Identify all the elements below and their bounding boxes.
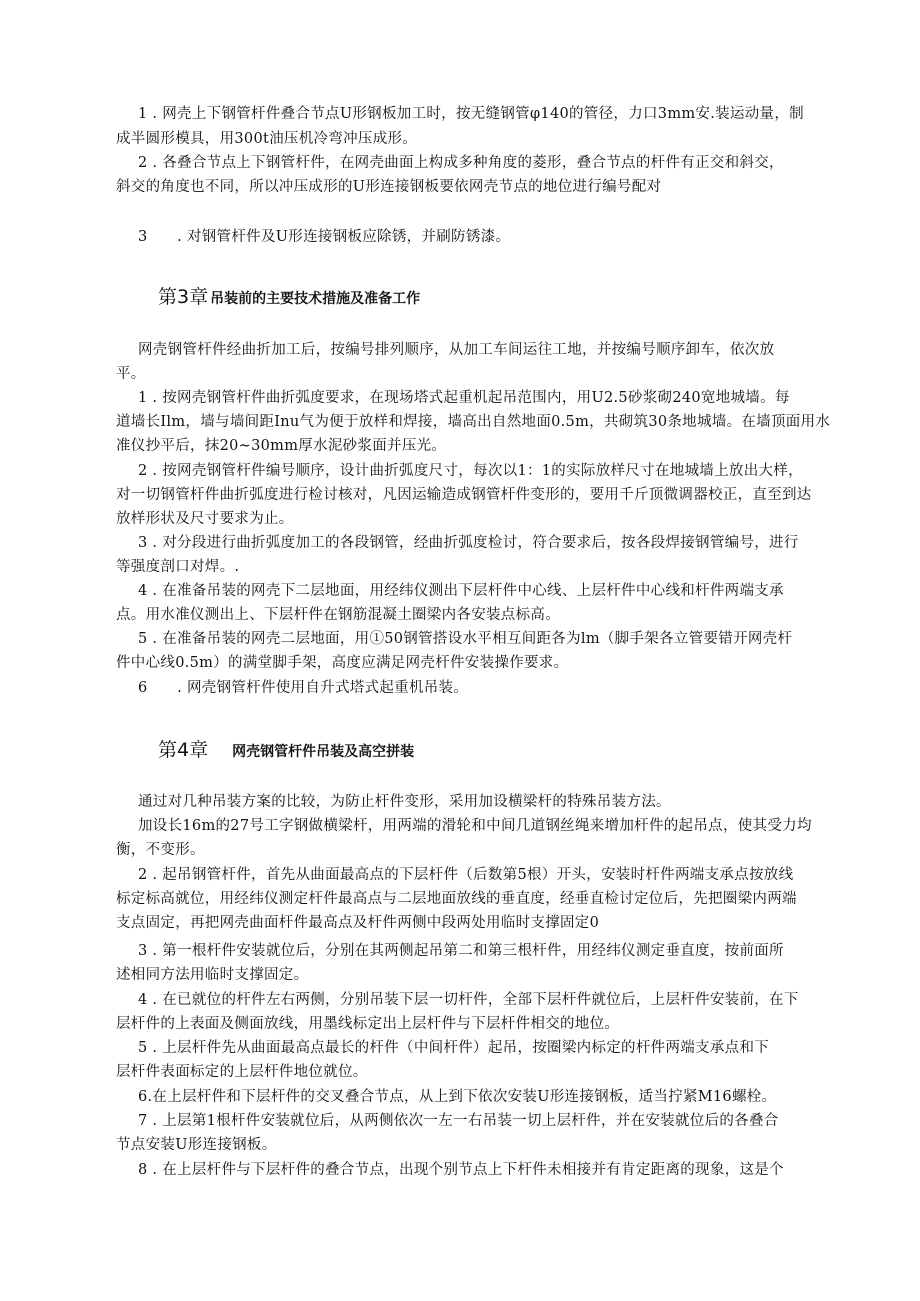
paragraph-line: 道墙长Ilm，墙与墙间距Inu气为便于放样和焊接，墙高出自然地面0.5m，共砌筑30条地城墙。在墙顶面用水 (116, 414, 831, 430)
paragraph-line: 2 . 起吊钢管杆件，首先从曲面最高点的下层杆件（后数第5根）开头，安装时杆件两端支承点按放线 (138, 867, 794, 883)
paragraph-line: 放样形状及尺寸要求为止。 (116, 511, 294, 527)
paragraph-line: 对一切钢管杆件曲折弧度进行检讨核对，凡因运输造成钢管杆件变形的，要用千斤顶微调器校正，直至到达 (116, 487, 812, 503)
paragraph-line: 衡，不变形。 (116, 842, 205, 858)
paragraph-line: 1 . 网壳上下钢管杆件叠合节点U形钢板加工时，按无缝钢管φ140的管径，力口3mm安.装运动量，制 (138, 106, 804, 122)
paragraph-line: 3 . 对分段进行曲折弧度加工的各段钢管，经曲折弧度检讨，符合要求后，按各段焊接钢管编号，进行 (138, 535, 799, 551)
paragraph-line: 通过对几种吊装方案的比较，为防止杆件变形，采用加设横梁杆的特殊吊装方法。 (138, 794, 671, 810)
paragraph-line: 2 . 按网壳钢管杆件编号顺序，设计曲折弧度尺寸，每次以1：1的实际放样尺寸在地城墙上放出大样， (138, 463, 803, 479)
paragraph-line: 网壳钢管杆件经曲折加工后，按编号排列顺序，从加工车间运往工地，并按编号顺序卸车，依次放 (138, 342, 775, 358)
chapter-3-heading (158, 282, 420, 309)
chapter-title: 网壳钢管杆件吊装及高空拼装 (232, 744, 415, 760)
chapter-4-heading (158, 735, 414, 762)
paragraph-line: 层杆件表面标定的上层杆件地位就位。 (116, 1064, 368, 1080)
paragraph-line: 成半圆形模具，用300t油压机冷弯冲压成形。 (116, 131, 418, 147)
paragraph-line: 加设长16m的27号工字钢做横梁杆，用两端的滑轮和中间几道钢丝绳来增加杆件的起吊点，使其受力均 (138, 818, 812, 834)
paragraph-line: 4 . 在已就位的杆件左右两侧，分别吊装下层一切杆件，全部下层杆件就位后，上层杆件安装前，在下 (138, 992, 799, 1008)
paragraph-line: 点。用水准仪测出上、下层杆件在钢筋混凝土圈梁内各安装点标高。 (116, 607, 560, 623)
paragraph-line: 7 . 上层第1根杆件安装就位后，从两侧依次一左一右吊装一切上层杆件，并在安装就位后的各叠合 (138, 1113, 779, 1129)
paragraph-line: 述相同方法用临时支撑固定。 (116, 967, 309, 983)
paragraph-line: 节点安装U形连接钢板。 (116, 1137, 277, 1153)
paragraph-line: 8 . 在上层杆件与下层杆件的叠合节点，出现个别节点上下杆件未相接并有肯定距离的现象，这是个 (138, 1162, 784, 1178)
paragraph-line: 6 . 网壳钢管杆件使用自升式塔式起重机吊装。 (138, 680, 469, 696)
chapter-number: 第3章 (158, 286, 209, 308)
paragraph-line: 斜交的角度也不同，所以冲压成形的U形连接钢板要依网壳节点的地位进行编号配对 (116, 179, 662, 195)
paragraph-line: 标定标高就位，用经纬仪测定杆件最高点与二层地面放线的垂直度，经垂直检讨定位后，先把圈梁内两端 (116, 891, 797, 907)
paragraph-line: 1 . 按网壳钢管杆件曲折弧度要求，在现场塔式起重机起吊范围内，用U2.5砂浆砌240宽地城墙。每 (138, 390, 790, 406)
paragraph-line: 4 . 在准备吊装的网壳下二层地面，用经纬仪测出下层杆件中心线、上层杆件中心线和杆件两端支承 (138, 583, 784, 599)
paragraph-line: 2 . 各叠合节点上下钢管杆件，在网壳曲面上构成多种角度的菱形，叠合节点的杆件有正交和斜交， (138, 155, 784, 171)
paragraph-line: 平。 (116, 366, 146, 382)
paragraph-line: 支点固定，再把网壳曲面杆件最高点及杆件两侧中段两处用临时支撑固定0 (116, 915, 600, 931)
paragraph-line: 准仪抄平后，抹20~30mm厚水泥砂浆面并压光。 (116, 438, 447, 454)
paragraph-line: 5 . 上层杆件先从曲面最高点最长的杆件（中间杆件）起吊，按圈梁内标定的杆件两端支承点和下 (138, 1040, 770, 1056)
paragraph-line: 件中心线0.5m）的满堂脚手架，高度应满足网壳杆件安装操作要求。 (116, 655, 569, 671)
paragraph-line: 层杆件的上表面及侧面放线，用墨线标定出上层杆件与下层杆件相交的地位。 (116, 1016, 620, 1032)
chapter-title: 吊装前的主要技术措施及准备工作 (210, 291, 421, 307)
chapter-number: 第4章 (158, 739, 209, 761)
paragraph-line: 3 . 对钢管杆件及U形连接钢板应除锈，并刷防锈漆。 (138, 229, 511, 245)
paragraph-line: 3 . 第一根杆件安装就位后，分别在其两侧起吊第二和第三根杆件，用经纬仪测定垂直度，按前面所 (138, 943, 784, 959)
paragraph-line: 6.在上层杆件和下层杆件的交叉叠合节点，从上到下依次安装U形连接钢板，适当拧紧M16螺栓。 (138, 1089, 777, 1105)
paragraph-line: 5 . 在准备吊装的网壳二层地面，用①50钢管搭设水平相互间距各为lm（脚手架各立管要错开网壳杆 (138, 631, 793, 647)
paragraph-line: 等强度剖口对焊。. (116, 559, 240, 575)
